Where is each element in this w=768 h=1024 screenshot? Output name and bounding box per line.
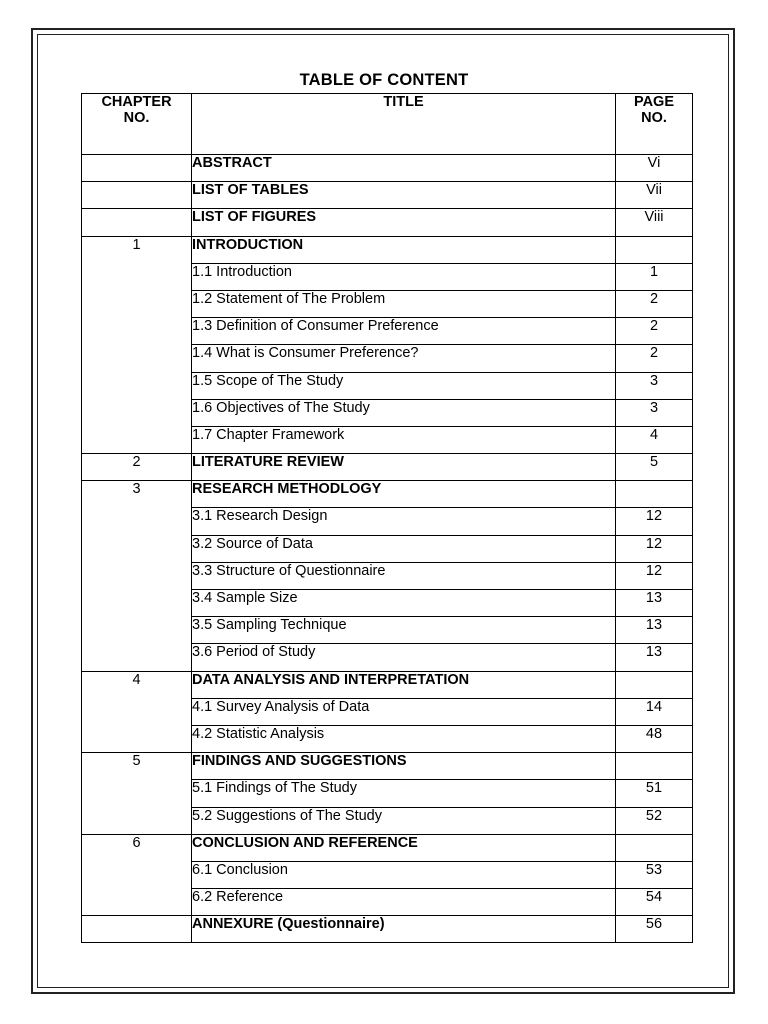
table-row [82, 698, 693, 725]
page-no-cell: 12 [616, 562, 693, 589]
chapter-no-cell [82, 617, 192, 644]
page-no-cell: 3 [616, 399, 693, 426]
title-cell: 1.6 Objectives of The Study [192, 399, 616, 426]
chapter-no-cell: 5 [82, 753, 192, 780]
page-no-cell: 13 [616, 590, 693, 617]
page-no-cell: 2 [616, 318, 693, 345]
table-row [82, 372, 693, 399]
title-cell: ABSTRACT [192, 155, 616, 182]
chapter-no-cell [82, 535, 192, 562]
title-cell: RESEARCH METHODLOGY [192, 481, 616, 508]
header-title [192, 94, 616, 155]
title-cell: 4.2 Statistic Analysis [192, 725, 616, 752]
table-row [82, 508, 693, 535]
table-header-row [82, 94, 693, 155]
title-cell: 3.6 Period of Study [192, 644, 616, 671]
chapter-no-cell [82, 861, 192, 888]
page-no-cell: 13 [616, 644, 693, 671]
header-chapter-line2: NO. [123, 110, 150, 126]
table-row [82, 671, 693, 698]
chapter-no-cell [82, 399, 192, 426]
title-cell: 3.5 Sampling Technique [192, 617, 616, 644]
page-no-cell: Vii [616, 182, 693, 209]
chapter-no-cell [82, 318, 192, 345]
table-row [82, 644, 693, 671]
title-cell: 3.3 Structure of Questionnaire [192, 562, 616, 589]
toc-table [81, 93, 693, 943]
title-cell: ANNEXURE (Questionnaire) [192, 916, 616, 943]
title-cell: LITERATURE REVIEW [192, 454, 616, 481]
chapter-no-cell [82, 508, 192, 535]
title-cell: 5.1 Findings of The Study [192, 780, 616, 807]
chapter-no-cell [82, 590, 192, 617]
chapter-no-cell [82, 725, 192, 752]
table-row [82, 454, 693, 481]
page-no-cell: 53 [616, 861, 693, 888]
chapter-no-cell: 6 [82, 834, 192, 861]
page-no-cell: Viii [616, 209, 693, 236]
chapter-no-cell [82, 345, 192, 372]
page-no-cell [616, 834, 693, 861]
table-row [82, 481, 693, 508]
page-no-cell: 2 [616, 290, 693, 317]
header-chapter-no [82, 94, 192, 155]
table-row [82, 780, 693, 807]
table-row [82, 318, 693, 345]
page-no-cell: Vi [616, 155, 693, 182]
title-cell: LIST OF TABLES [192, 182, 616, 209]
page-no-cell: 3 [616, 372, 693, 399]
table-row [82, 807, 693, 834]
page-no-cell: 13 [616, 617, 693, 644]
chapter-no-cell [82, 916, 192, 943]
chapter-no-cell [82, 182, 192, 209]
title-cell: 1.3 Definition of Consumer Preference [192, 318, 616, 345]
header-page-line1: PAGE [633, 94, 675, 110]
title-cell: LIST OF FIGURES [192, 209, 616, 236]
title-cell: 1.7 Chapter Framework [192, 426, 616, 453]
title-cell: 1.5 Scope of The Study [192, 372, 616, 399]
page-no-cell: 5 [616, 454, 693, 481]
header-title-text: TITLE [383, 94, 424, 110]
page-no-cell [616, 236, 693, 263]
table-row [82, 725, 693, 752]
chapter-no-cell [82, 780, 192, 807]
header-chapter-line1: CHAPTER [101, 94, 172, 110]
chapter-no-cell [82, 263, 192, 290]
header-page-line2: NO. [641, 110, 667, 126]
title-cell: 6.1 Conclusion [192, 861, 616, 888]
table-row [82, 290, 693, 317]
chapter-no-cell: 2 [82, 454, 192, 481]
chapter-no-cell [82, 698, 192, 725]
table-row [82, 236, 693, 263]
table-row [82, 889, 693, 916]
page-no-cell: 1 [616, 263, 693, 290]
title-cell: 3.4 Sample Size [192, 590, 616, 617]
title-cell: CONCLUSION AND REFERENCE [192, 834, 616, 861]
table-row [82, 345, 693, 372]
page-no-cell: 54 [616, 889, 693, 916]
table-row [82, 753, 693, 780]
chapter-no-cell [82, 426, 192, 453]
title-cell: 6.2 Reference [192, 889, 616, 916]
page-no-cell: 52 [616, 807, 693, 834]
page-no-cell: 2 [616, 345, 693, 372]
page-no-cell [616, 753, 693, 780]
chapter-no-cell [82, 807, 192, 834]
title-cell: 4.1 Survey Analysis of Data [192, 698, 616, 725]
chapter-no-cell: 1 [82, 236, 192, 263]
page-no-cell: 12 [616, 535, 693, 562]
page-no-cell: 56 [616, 916, 693, 943]
title-cell: 1.4 What is Consumer Preference? [192, 345, 616, 372]
table-row [82, 861, 693, 888]
chapter-no-cell: 3 [82, 481, 192, 508]
title-cell: 1.1 Introduction [192, 263, 616, 290]
page-no-cell: 48 [616, 725, 693, 752]
title-cell: FINDINGS AND SUGGESTIONS [192, 753, 616, 780]
chapter-no-cell [82, 372, 192, 399]
table-row [82, 263, 693, 290]
header-page-no [616, 94, 693, 155]
chapter-no-cell [82, 155, 192, 182]
table-row [82, 426, 693, 453]
chapter-no-cell [82, 889, 192, 916]
chapter-no-cell: 4 [82, 671, 192, 698]
title-cell: 3.2 Source of Data [192, 535, 616, 562]
chapter-no-cell [82, 644, 192, 671]
chapter-no-cell [82, 209, 192, 236]
table-row [82, 916, 693, 943]
table-row [82, 209, 693, 236]
page-no-cell [616, 671, 693, 698]
title-cell: DATA ANALYSIS AND INTERPRETATION [192, 671, 616, 698]
title-cell: 3.1 Research Design [192, 508, 616, 535]
table-row [82, 399, 693, 426]
table-row [82, 834, 693, 861]
page-no-cell: 4 [616, 426, 693, 453]
chapter-no-cell [82, 290, 192, 317]
page-no-cell [616, 481, 693, 508]
table-row [82, 590, 693, 617]
page-no-cell: 51 [616, 780, 693, 807]
table-row [82, 535, 693, 562]
chapter-no-cell [82, 562, 192, 589]
page-no-cell: 12 [616, 508, 693, 535]
table-row [82, 155, 693, 182]
page-title: TABLE OF CONTENT [299, 71, 469, 89]
table-row [82, 182, 693, 209]
page-no-cell: 14 [616, 698, 693, 725]
toc-body [82, 155, 693, 943]
title-cell: 5.2 Suggestions of The Study [192, 807, 616, 834]
title-cell: 1.2 Statement of The Problem [192, 290, 616, 317]
title-cell: INTRODUCTION [192, 236, 616, 263]
table-row [82, 562, 693, 589]
table-row [82, 617, 693, 644]
